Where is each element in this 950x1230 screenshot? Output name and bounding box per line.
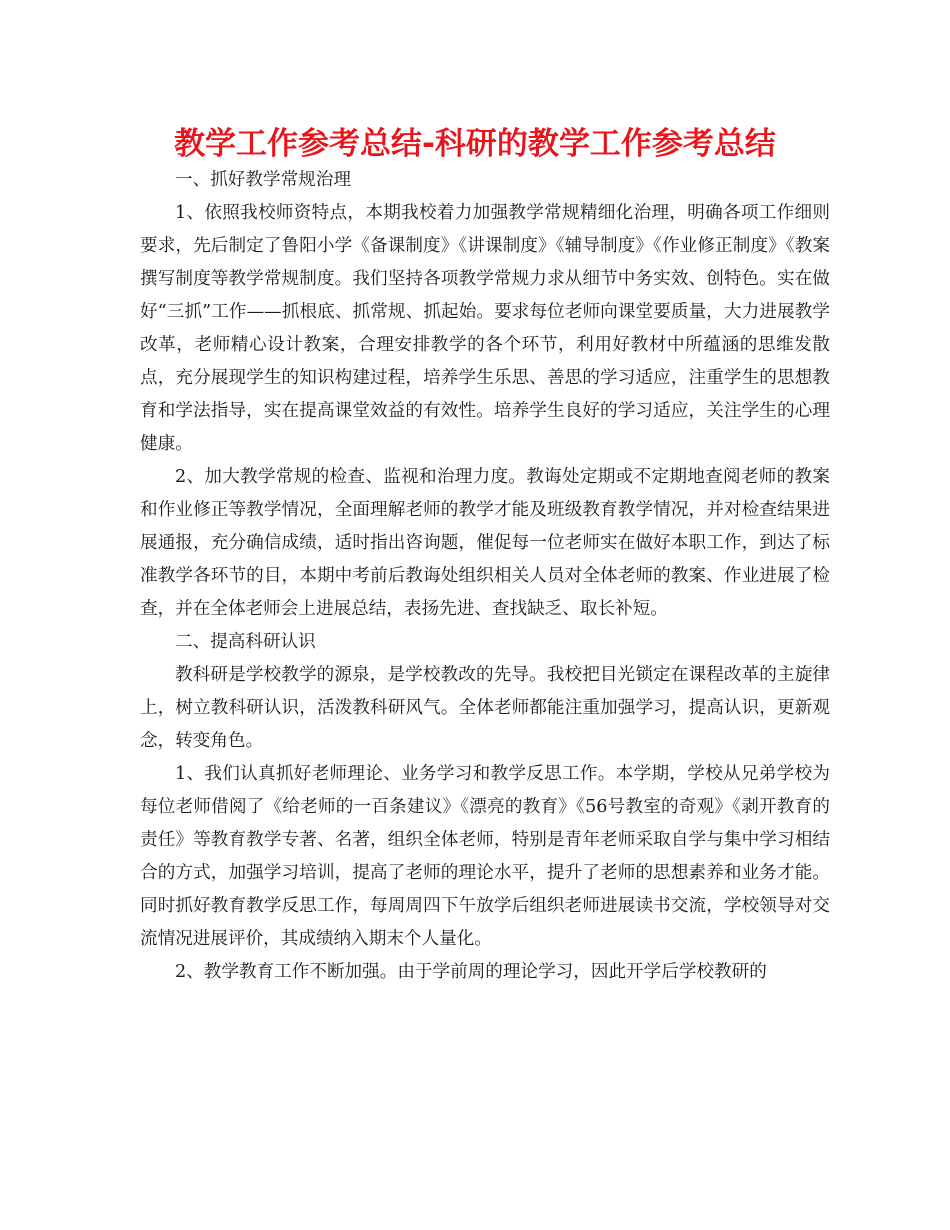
paragraph: 2、加大教学常规的检查、监视和治理力度。教诲处定期或不定期地查阅老师的教案和作业修正等教学情况，全面理解老师的教学才能及班级教育教学情况，并对检查结果进展通报，充分确信成绩，适时指出咨询题，催促每一位老师实在做好本职工作，到达了标准教学各环节的目，本期中考前后教诲处组织相关人员对全体老师的教案、作业进展了检查，并在全体老师会上进展总结，表扬先进、查找缺乏、取长补短。 — [140, 467, 830, 619]
document-title: 教学工作参考总结-科研的教学工作参考总结 — [174, 126, 776, 162]
section-heading-2: 二、提高科研认识 — [175, 632, 316, 652]
paragraph: 2、教学教育工作不断加强。由于学前周的理论学习，因此开学后学校教研的 — [175, 962, 767, 982]
document-body — [140, 164, 830, 989]
paragraph: 1、依照我校师资特点，本期我校着力加强教学常规精细化治理，明确各项工作细则要求，先后制定了鲁阳小学《备课制度》《讲课制度》《辅导制度》《作业修正制度》《教案撰写制度等教学常规制度。我们坚持各项教学常规力求从细节中务实效、创特色。实在做好“三抓”工作——抓根底、抓常规、抓起始。要求每位老师向课堂要质量，大力进展教学改革，老师精心设计教案，合理安排教学的各个环节，利用好教材中所蕴涵的思维发散点，充分展现学生的知识构建过程，培养学生乐思、善思的学习适应，注重学生的思想教育和学法指导，实在提高课堂效益的有效性。培养学生良好的学习适应，关注学生的心理健康。 — [140, 203, 830, 454]
paragraph: 1、我们认真抓好老师理论、业务学习和教学反思工作。本学期，学校从兄弟学校为每位老师借阅了《给老师的一百条建议》《漂亮的教育》《56号教室的奇观》《剥开教育的责任》等教育教学专著、名著，组织全体老师，特别是青年老师采取自学与集中学习相结合的方式，加强学习培训，提高了老师的理论水平，提升了老师的思想素养和业务才能。同时抓好教育教学反思工作，每周周四下午放学后组织老师进展读书交流，学校领导对交流情况进展评价，其成绩纳入期末个人量化。 — [140, 764, 830, 949]
paragraph: 教科研是学校教学的源泉，是学校教改的先导。我校把目光锁定在课程改革的主旋律上，树立教科研认识，活泼教科研风气。全体老师都能注重加强学习，提高认识，更新观念，转变角色。 — [140, 665, 830, 751]
section-heading-1: 一、抓好教学常规治理 — [175, 170, 351, 190]
